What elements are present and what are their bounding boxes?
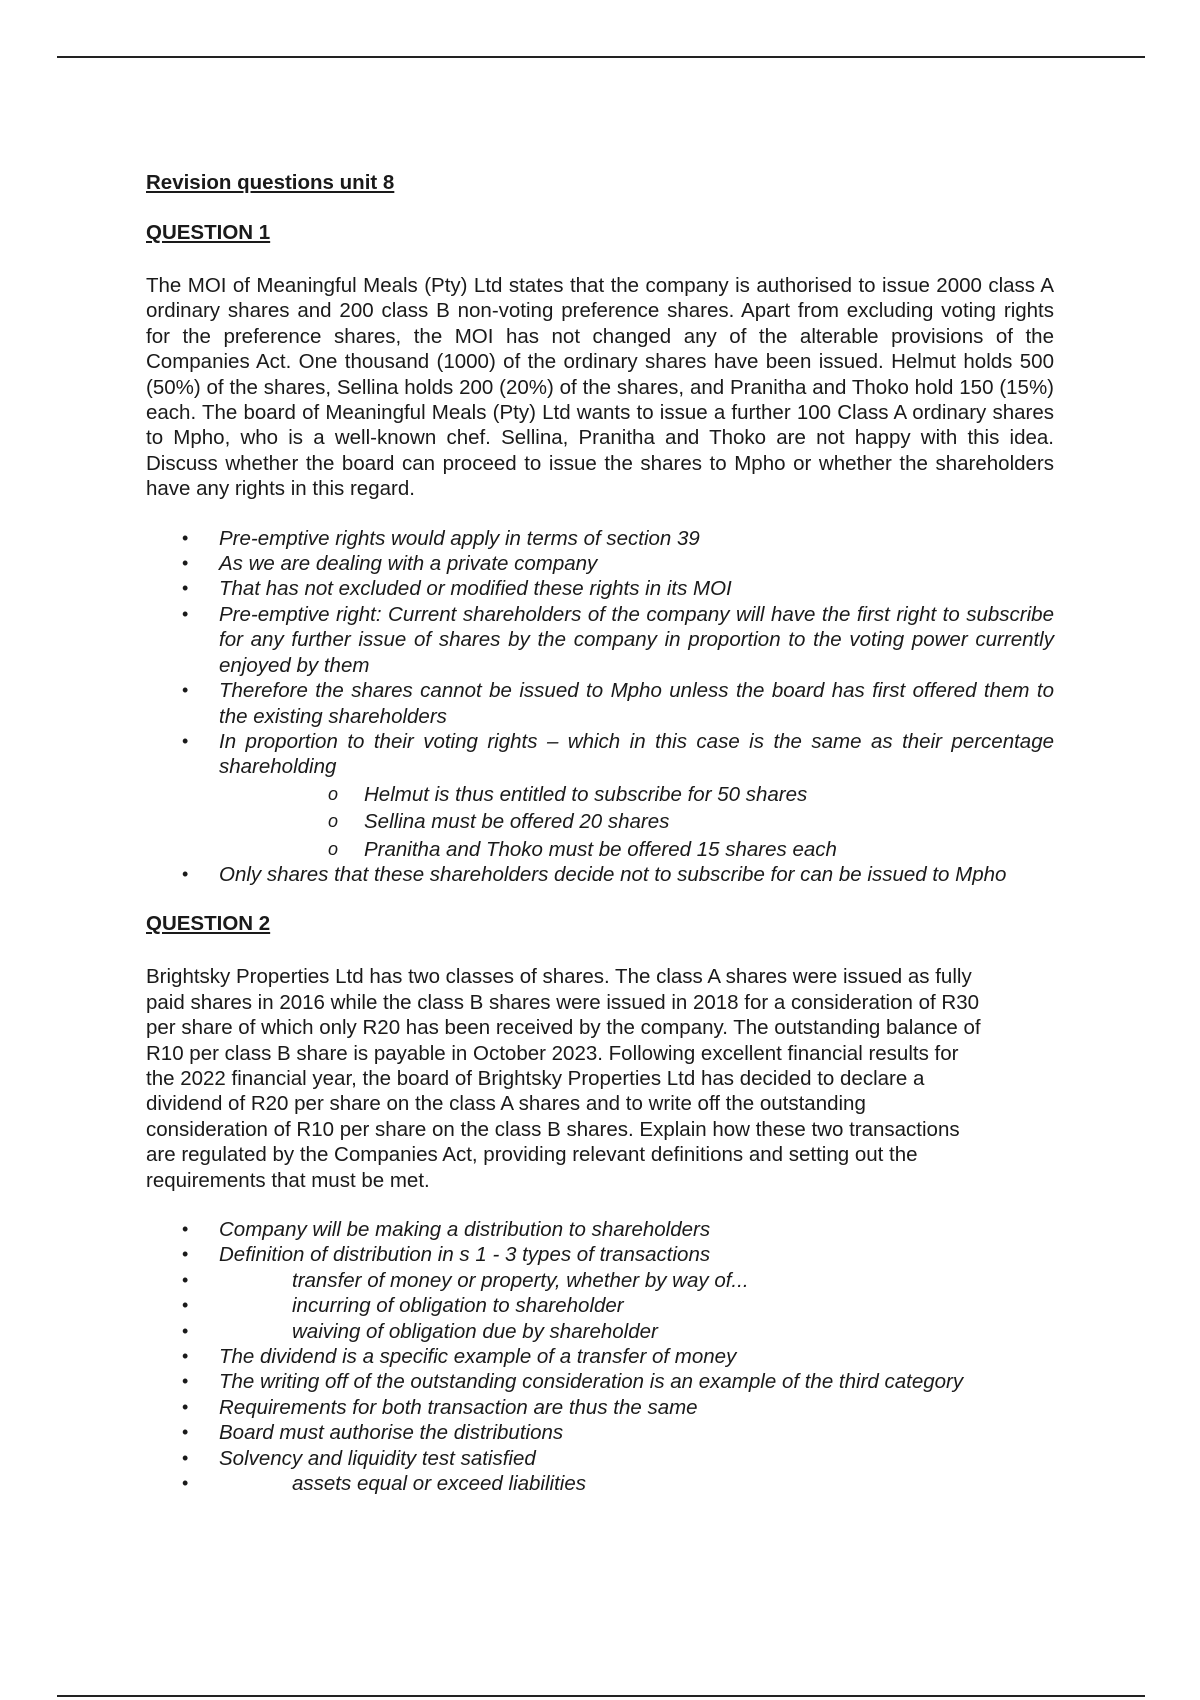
question-2-paragraph: Brightsky Properties Ltd has two classes of shares. The class A shares were issued as fully paid shares in 2016 while the class B shares were issued in 2018 for a consideration of R30 per share of which only R20 has been received by the company. The outstanding balance of R10 per class B share is payable in October 2023. Following excellent financial results for the 2022 financial year, the board of Brightsky Properties Ltd has decided to declare a dividend of R20 per share on the class A shares and to write off the outstanding consideration of R10 per share on the class B shares. Explain how these two transactions are regulated by the Companies Act, providing relevant definitions and setting out the requirements that must be met. [146,965,981,1192]
bullet-icon: • [182,553,189,574]
sub-list-item: o Helmut is thus entitled to subscribe for 50 shares [328,782,808,806]
bullet-icon: • [182,1447,189,1468]
question-2-heading: QUESTION 2 [146,912,271,936]
list-item: • waiving of obligation due by shareholder [182,1319,658,1343]
bullet-icon: • [182,527,189,548]
circle-bullet-icon: o [328,783,339,804]
bullet-icon: • [182,1422,189,1443]
bullet-icon: • [182,1244,189,1265]
top-rule [57,56,1145,58]
bullet-icon: • [182,1396,189,1417]
bullet-icon: • [182,1320,189,1341]
list-item: • That has not excluded or modified these rights in its MOI [182,577,732,601]
list-item: • transfer of money or property, whether by way of... [182,1268,749,1292]
question-2-answer-list [146,1217,1054,1496]
list-item: • Only shares that these shareholders decide not to subscribe for can be issued to Mpho [182,862,1007,886]
bullet-icon: • [182,1371,189,1392]
bullet-icon: • [182,1219,189,1239]
sub-list [219,782,1054,862]
list-item: • incurring of obligation to shareholder [182,1294,624,1318]
bottom-rule [57,1695,1145,1697]
list-item: • Solvency and liquidity test satisfied [182,1446,536,1470]
sub-list-item: o Pranitha and Thoko must be offered 15 shares each [328,837,837,861]
question-1-paragraph: The MOI of Meaningful Meals (Pty) Ltd states that the company is authorised to issue 2000 class A ordinary shares and 200 class B non-voting preference shares. Apart from excluding voting rights for the preference shares, the MOI has not changed any of the alterable provisions of the Companies Act. One thousand (1000) of the ordinary shares have been issued. Helmut holds 500 (50%) of the shares, Sellina holds 200 (20%) of the shares, and Pranitha and Thoko hold 150 (15%) each. The board of Meaningful Meals (Pty) Ltd wants to issue a further 100 Class A ordinary shares to Mpho, who is a well-known chef. Sellina, Pranitha and Thoko are not happy with this idea. Discuss whether the board can proceed to issue the shares to Mpho or whether the shareholders have any rights in this regard. [146,274,1054,501]
bullet-icon: • [182,603,189,624]
document-body [146,170,1054,1520]
list-item: • Company will be making a distribution to shareholders [182,1218,711,1241]
list-item: • Therefore the shares cannot be issued to Mpho unless the board has first offered them to the existing shareholders [182,679,1054,728]
list-item: • Pre-emptive right: Current shareholders of the company will have the first right to subscribe for any further issue of shares by the company in proportion to the voting power currently enjoyed by them [182,602,1054,677]
question-1-answer-list [146,526,1054,888]
bullet-icon: • [182,1269,189,1290]
bullet-icon: • [182,1346,189,1367]
bullet-icon: • [182,1295,189,1316]
bullet-icon: • [182,863,189,884]
document-title: Revision questions unit 8 [146,171,395,194]
list-item: • As we are dealing with a private company [182,552,598,576]
circle-bullet-icon: o [328,811,339,832]
list-item: • Pre-emptive rights would apply in terms of section 39 [182,526,700,550]
sub-list-item: o Sellina must be offered 20 shares [328,810,670,834]
list-item: • assets equal or exceed liabilities [182,1472,586,1496]
bullet-icon: • [182,730,189,751]
bullet-icon: • [182,680,189,701]
bullet-icon: • [182,1473,189,1494]
list-item: • Definition of distribution in s 1 - 3 types of transactions [182,1243,711,1267]
list-item: • The writing off of the outstanding consideration is an example of the third category [182,1370,964,1394]
list-item: • Requirements for both transaction are thus the same [182,1395,698,1419]
question-1-heading: QUESTION 1 [146,221,271,244]
bullet-icon: • [182,578,189,599]
circle-bullet-icon: o [328,838,339,859]
list-item: • The dividend is a specific example of a transfer of money [182,1345,737,1369]
list-item: • In proportion to their voting rights – which in this case is the same as their percentage shareholding o Helmut is thus entitled to subscribe for 50 shares o Sellina must be offered 20 shares o Pranitha and Thoko must be offered 15 shares each [182,729,1054,861]
list-item: • Board must authorise the distributions [182,1421,564,1445]
